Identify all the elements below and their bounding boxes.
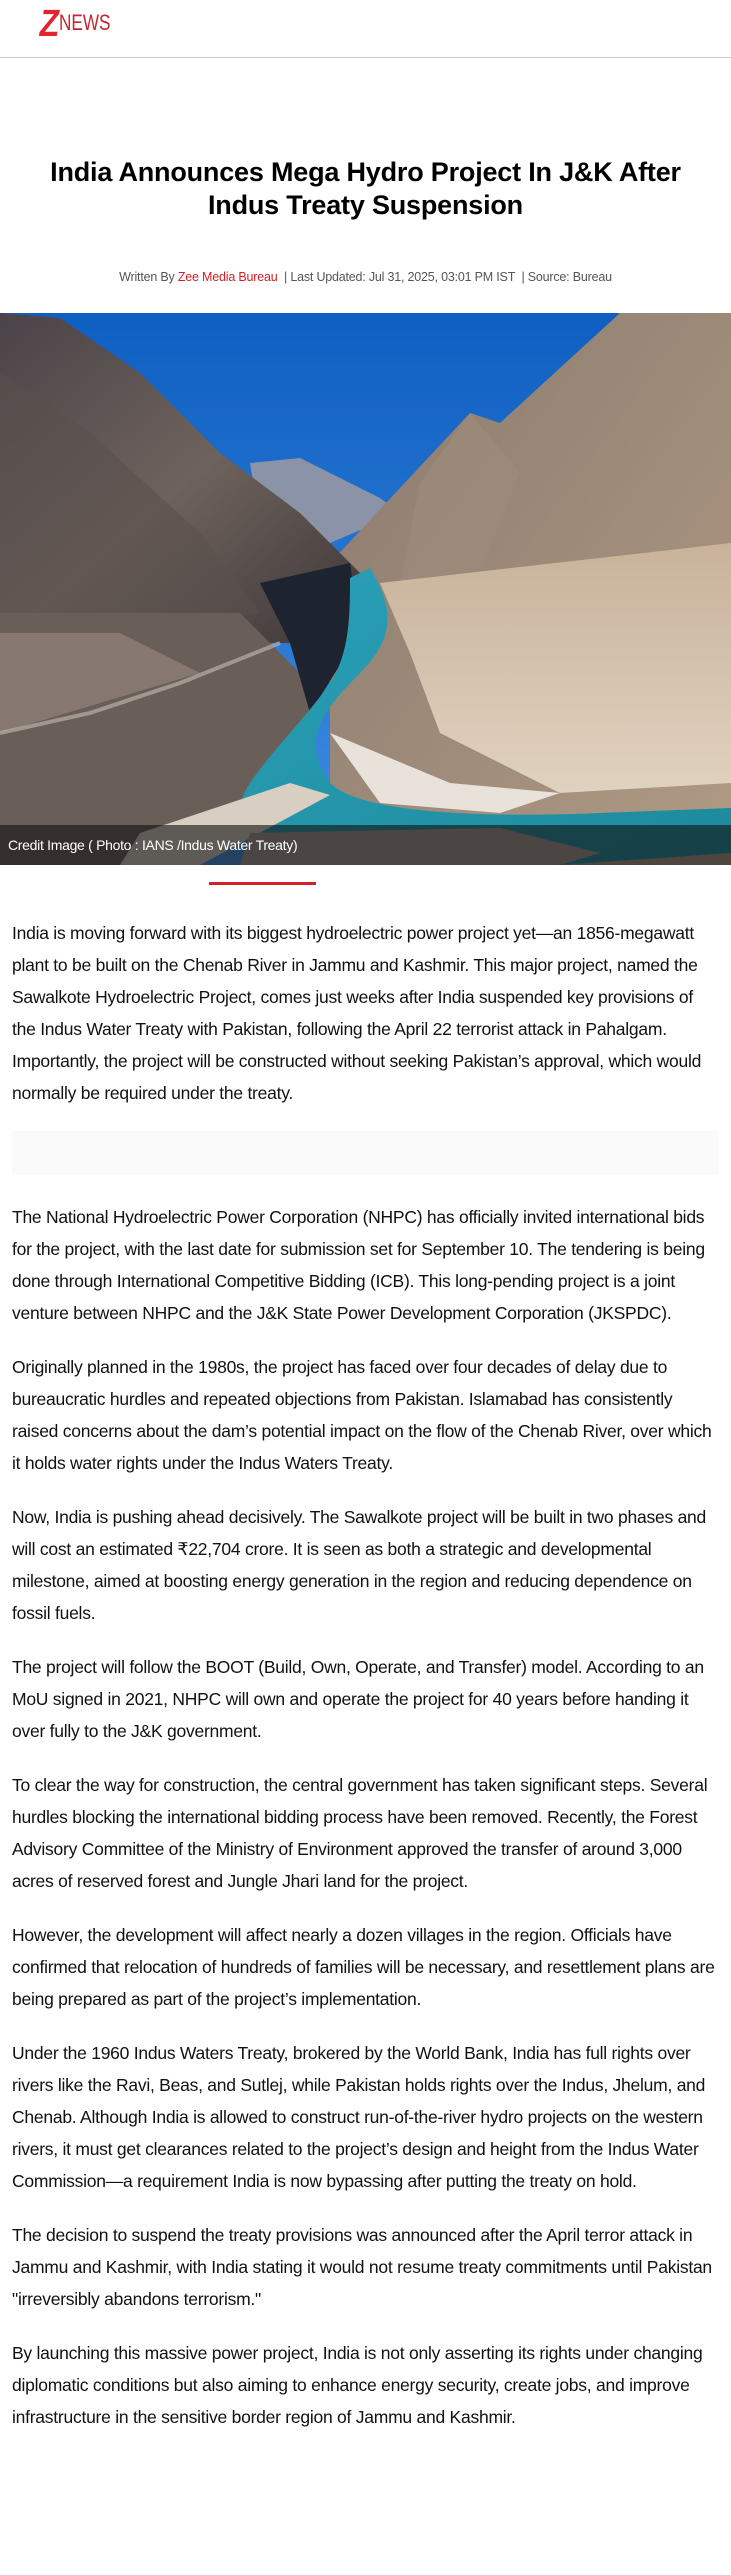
paragraph-1: India is moving forward with its biggest hydroelectric power project yet—an 1856-megawatt plant to be built on the Chenab River in Jammu and Kashmir. This major project, named the Sawalkote Hydroelectric Project, comes just weeks after India suspended key provisions of the Indus Water Treaty with Pakistan, following the April 22 terrorist attack in Pahalgam. Importantly, the project will be constructed without seeking Pakistan’s approval, which would normally be required under the treaty. (12, 923, 702, 1103)
hero-image (0, 313, 731, 865)
byline (30, 270, 701, 284)
paragraph-7: However, the development will affect nearly a dozen villages in the region. Officials have confirmed that relocation of hundreds of families will be necessary, and resettlement plans are being prepared as part of the project’s implementation. (12, 1925, 715, 2009)
update-meta: | Last Updated: Jul 31, 2025, 03:01 PM IST | Source: Bureau (277, 270, 612, 284)
paragraph-2: The National Hydroelectric Power Corporation (NHPC) has officially invited international bids for the project, with the last date for submission set for September 10. The tendering is being done through International Competitive Bidding (ICB). This long-pending project is a joint venture between NHPC and the J&K State Power Development Corporation (JKSPDC). (12, 1207, 705, 1323)
paragraph-5: The project will follow the BOOT (Build, Own, Operate, and Transfer) model. According to an MoU signed in 2021, NHPC will own and operate the project for 40 years before handing it over fully to the J&K government. (12, 1657, 704, 1741)
paragraph-4: Now, India is pushing ahead decisively. The Sawalkote project will be built in two phases and will cost an estimated ₹22,704 crore. It is seen as both a strategic and developmental milestone, aimed at boosting energy generation in the region and reducing dependence on fossil fuels. (12, 1507, 707, 1623)
paragraph-9: The decision to suspend the treaty provisions was announced after the April terror attack in Jammu and Kashmir, with India stating it would not resume treaty commitments until Pakistan "irreversibly abandons terrorism." (12, 2225, 712, 2309)
image-caption: Credit Image ( Photo : IANS /Indus Water Treaty) (0, 825, 731, 865)
ad-placeholder (12, 1131, 719, 1175)
paragraph-8: Under the 1960 Indus Waters Treaty, brokered by the World Bank, India has full rights over rivers like the Ravi, Beas, and Sutlej, while Pakistan holds rights over the Indus, Jhelum, and Chenab. Although India is allowed to construct run-of-the-river hydro projects on the western rivers, it must get clearances related to the project’s design and height from the Indus Water Commission—a requirement India is now bypassing after putting the treaty on hold. (12, 2043, 706, 2191)
zee-news-logo[interactable] (36, 3, 125, 45)
site-header (0, 0, 731, 58)
article-header (0, 58, 731, 284)
logo-wordmark: NEWS (59, 10, 111, 35)
article-title: India Announces Mega Hydro Project In J&K After Indus Treaty Suspension (50, 157, 681, 220)
hero-photo (0, 313, 731, 865)
article-body (0, 885, 731, 2575)
bottom-spacer (12, 2455, 719, 2575)
author-link[interactable]: Zee Media Bureau (177, 270, 278, 284)
written-by-label: Written By (119, 270, 178, 284)
logo-z-mark: Z (36, 3, 63, 45)
paragraph-6: To clear the way for construction, the central government has taken significant steps. Several hurdles blocking the international bidding process have been removed. Recently, the Forest Advisory Committee of the Ministry of Environment approved the transfer of around 3,000 acres of reserved forest and Jungle Jhari land for the project. (12, 1775, 708, 1891)
paragraph-10: By launching this massive power project, India is not only asserting its rights under changing diplomatic conditions but also aiming to enhance energy security, create jobs, and improve infrastructure in the sensitive border region of Jammu and Kashmir. (12, 2343, 703, 2427)
paragraph-3: Originally planned in the 1980s, the project has faced over four decades of delay due to bureaucratic hurdles and repeated objections from Pakistan. Islamabad has consistently raised concerns about the dam’s potential impact on the flow of the Chenab River, over which it holds water rights under the Indus Waters Treaty. (12, 1357, 712, 1473)
